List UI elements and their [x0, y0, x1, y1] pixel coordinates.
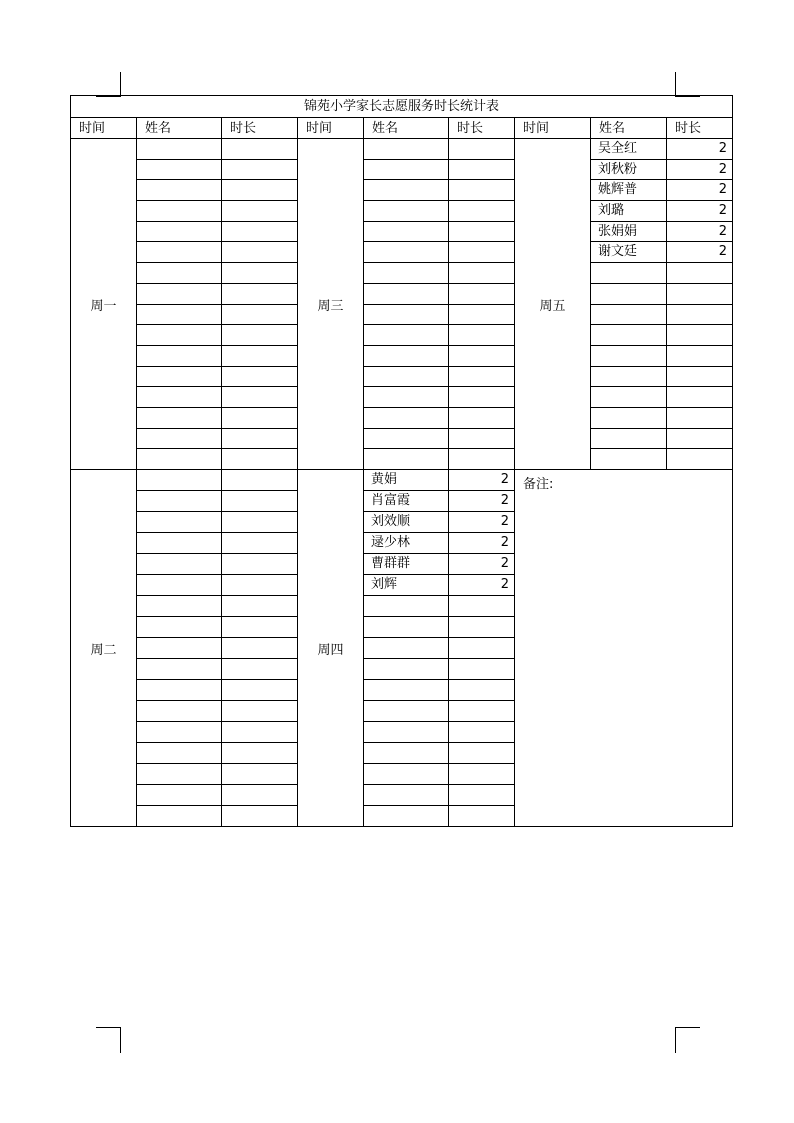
wednesday-hours-cell — [449, 180, 515, 201]
tuesday-hours-cell — [222, 575, 298, 596]
thursday-name-cell: 刘效顺 — [364, 512, 449, 533]
thursday-hours-cell — [449, 638, 515, 659]
monday-hours-cell — [222, 429, 298, 449]
wednesday-hours-cell — [449, 408, 515, 429]
thursday-hours-cell: 2 — [449, 575, 515, 596]
wednesday-name-cell — [364, 263, 449, 284]
thursday-hours-cell — [449, 680, 515, 701]
tuesday-name-cell — [137, 764, 222, 785]
tuesday-name-cell — [137, 470, 222, 491]
tuesday-name-cell — [137, 701, 222, 722]
day-tuesday: 周二 — [71, 470, 137, 827]
tuesday-name-cell — [137, 680, 222, 701]
tuesday-hours-cell — [222, 806, 298, 827]
wednesday-hours-cell — [449, 242, 515, 263]
friday-hours-cell: 2 — [667, 222, 732, 242]
monday-hours-cell — [222, 387, 298, 408]
monday-name-cell — [137, 429, 222, 449]
day-wednesday: 周三 — [298, 139, 364, 470]
tuesday-hours-cell — [222, 596, 298, 617]
header-time-1: 时间 — [71, 118, 137, 139]
thursday-hours-cell: 2 — [449, 554, 515, 575]
wednesday-hours-cell — [449, 284, 515, 305]
monday-hours-cell — [222, 242, 298, 263]
tuesday-name-cell — [137, 659, 222, 680]
tuesday-hours-cell — [222, 680, 298, 701]
monday-name-cell — [137, 139, 222, 160]
thursday-hours-cell — [449, 806, 515, 827]
tuesday-name-cell — [137, 806, 222, 827]
friday-name-cell — [591, 325, 667, 346]
friday-hours-cell — [667, 387, 732, 408]
monday-name-cell — [137, 201, 222, 222]
wednesday-hours-cell — [449, 387, 515, 408]
monday-name-cell — [137, 387, 222, 408]
tuesday-hours-cell — [222, 743, 298, 764]
wednesday-name-cell — [364, 449, 449, 470]
monday-hours-cell — [222, 449, 298, 470]
tuesday-name-cell — [137, 722, 222, 743]
header-name-1: 姓名 — [137, 118, 222, 139]
friday-name-cell — [591, 346, 667, 367]
day-thursday: 周四 — [298, 470, 364, 827]
friday-name-cell — [591, 367, 667, 387]
monday-hours-cell — [222, 284, 298, 305]
crop-mark-bottom-left — [96, 1027, 121, 1053]
thursday-hours-cell — [449, 785, 515, 806]
thursday-hours-cell — [449, 743, 515, 764]
friday-hours-cell — [667, 305, 732, 325]
friday-name-cell: 姚辉普 — [591, 180, 667, 201]
friday-name-cell: 谢文廷 — [591, 242, 667, 263]
friday-name-cell — [591, 449, 667, 470]
friday-hours-cell — [667, 325, 732, 346]
monday-hours-cell — [222, 408, 298, 429]
wednesday-name-cell — [364, 160, 449, 180]
friday-hours-cell — [667, 408, 732, 429]
wednesday-name-cell — [364, 305, 449, 325]
tuesday-name-cell — [137, 743, 222, 764]
header-hours-3: 时长 — [667, 118, 732, 139]
monday-name-cell — [137, 222, 222, 242]
monday-hours-cell — [222, 139, 298, 160]
tuesday-name-cell — [137, 533, 222, 554]
wednesday-name-cell — [364, 346, 449, 367]
thursday-hours-cell: 2 — [449, 470, 515, 491]
thursday-name-cell — [364, 722, 449, 743]
thursday-name-cell — [364, 764, 449, 785]
friday-hours-cell — [667, 449, 732, 470]
monday-name-cell — [137, 180, 222, 201]
wednesday-hours-cell — [449, 139, 515, 160]
tuesday-name-cell — [137, 491, 222, 512]
thursday-name-cell — [364, 659, 449, 680]
header-time-2: 时间 — [298, 118, 364, 139]
monday-hours-cell — [222, 180, 298, 201]
header-hours-2: 时长 — [449, 118, 515, 139]
friday-name-cell — [591, 284, 667, 305]
friday-hours-cell — [667, 429, 732, 449]
tuesday-hours-cell — [222, 785, 298, 806]
tuesday-hours-cell — [222, 491, 298, 512]
monday-name-cell — [137, 449, 222, 470]
wednesday-hours-cell — [449, 201, 515, 222]
friday-hours-cell — [667, 346, 732, 367]
wednesday-hours-cell — [449, 325, 515, 346]
friday-name-cell: 张娟娟 — [591, 222, 667, 242]
thursday-name-cell: 刘辉 — [364, 575, 449, 596]
remarks-area — [515, 470, 732, 827]
thursday-hours-cell: 2 — [449, 491, 515, 512]
monday-hours-cell — [222, 263, 298, 284]
wednesday-hours-cell — [449, 346, 515, 367]
thursday-name-cell — [364, 596, 449, 617]
wednesday-name-cell — [364, 325, 449, 346]
thursday-hours-cell — [449, 764, 515, 785]
thursday-name-cell: 黄娟 — [364, 470, 449, 491]
thursday-name-cell — [364, 680, 449, 701]
thursday-name-cell — [364, 638, 449, 659]
tuesday-name-cell — [137, 785, 222, 806]
friday-name-cell: 刘璐 — [591, 201, 667, 222]
crop-mark-bottom-right — [675, 1027, 700, 1053]
header-name-2: 姓名 — [364, 118, 449, 139]
friday-name-cell: 吴全红 — [591, 139, 667, 160]
thursday-hours-cell — [449, 722, 515, 743]
tuesday-hours-cell — [222, 722, 298, 743]
tuesday-name-cell — [137, 512, 222, 533]
tuesday-hours-cell — [222, 638, 298, 659]
monday-hours-cell — [222, 222, 298, 242]
wednesday-name-cell — [364, 222, 449, 242]
tuesday-hours-cell — [222, 659, 298, 680]
monday-name-cell — [137, 160, 222, 180]
tuesday-name-cell — [137, 617, 222, 638]
monday-hours-cell — [222, 367, 298, 387]
tuesday-name-cell — [137, 638, 222, 659]
thursday-name-cell — [364, 785, 449, 806]
friday-name-cell — [591, 387, 667, 408]
tuesday-hours-cell — [222, 617, 298, 638]
thursday-hours-cell — [449, 701, 515, 722]
wednesday-hours-cell — [449, 449, 515, 470]
friday-name-cell — [591, 408, 667, 429]
friday-hours-cell — [667, 263, 732, 284]
monday-hours-cell — [222, 346, 298, 367]
thursday-hours-cell — [449, 617, 515, 638]
wednesday-hours-cell — [449, 429, 515, 449]
wednesday-hours-cell — [449, 222, 515, 242]
tuesday-hours-cell — [222, 554, 298, 575]
thursday-name-cell: 曹群群 — [364, 554, 449, 575]
thursday-name-cell — [364, 743, 449, 764]
header-time-3: 时间 — [515, 118, 591, 139]
wednesday-name-cell — [364, 284, 449, 305]
monday-hours-cell — [222, 325, 298, 346]
tuesday-hours-cell — [222, 533, 298, 554]
monday-name-cell — [137, 305, 222, 325]
wednesday-hours-cell — [449, 367, 515, 387]
friday-hours-cell: 2 — [667, 160, 732, 180]
wednesday-name-cell — [364, 139, 449, 160]
tuesday-hours-cell — [222, 512, 298, 533]
thursday-hours-cell: 2 — [449, 533, 515, 554]
tuesday-hours-cell — [222, 764, 298, 785]
table-title: 锦苑小学家长志愿服务时长统计表 — [71, 96, 732, 118]
monday-hours-cell — [222, 201, 298, 222]
thursday-name-cell: 逯少林 — [364, 533, 449, 554]
friday-hours-cell — [667, 284, 732, 305]
tuesday-hours-cell — [222, 470, 298, 491]
thursday-name-cell — [364, 701, 449, 722]
day-monday: 周一 — [71, 139, 137, 470]
monday-name-cell — [137, 346, 222, 367]
thursday-hours-cell: 2 — [449, 512, 515, 533]
wednesday-name-cell — [364, 180, 449, 201]
volunteer-hours-table — [70, 95, 733, 827]
crop-mark-top-right — [675, 72, 700, 97]
wednesday-name-cell — [364, 242, 449, 263]
wednesday-name-cell — [364, 367, 449, 387]
monday-name-cell — [137, 367, 222, 387]
monday-hours-cell — [222, 305, 298, 325]
tuesday-name-cell — [137, 575, 222, 596]
friday-name-cell — [591, 429, 667, 449]
header-name-3: 姓名 — [591, 118, 667, 139]
friday-name-cell: 刘秋粉 — [591, 160, 667, 180]
monday-name-cell — [137, 263, 222, 284]
remarks-label: 备注: — [523, 477, 554, 492]
wednesday-name-cell — [364, 201, 449, 222]
wednesday-name-cell — [364, 429, 449, 449]
friday-hours-cell: 2 — [667, 242, 732, 263]
thursday-hours-cell — [449, 659, 515, 680]
thursday-name-cell — [364, 806, 449, 827]
friday-hours-cell: 2 — [667, 139, 732, 160]
wednesday-name-cell — [364, 408, 449, 429]
monday-name-cell — [137, 408, 222, 429]
friday-hours-cell — [667, 367, 732, 387]
tuesday-name-cell — [137, 596, 222, 617]
wednesday-name-cell — [364, 387, 449, 408]
monday-name-cell — [137, 325, 222, 346]
tuesday-name-cell — [137, 554, 222, 575]
friday-name-cell — [591, 305, 667, 325]
monday-hours-cell — [222, 160, 298, 180]
thursday-hours-cell — [449, 596, 515, 617]
thursday-name-cell — [364, 617, 449, 638]
day-friday: 周五 — [515, 139, 591, 470]
friday-hours-cell: 2 — [667, 180, 732, 201]
thursday-name-cell: 肖富霞 — [364, 491, 449, 512]
friday-hours-cell: 2 — [667, 201, 732, 222]
tuesday-hours-cell — [222, 701, 298, 722]
crop-mark-top-left — [96, 72, 121, 97]
monday-name-cell — [137, 284, 222, 305]
wednesday-hours-cell — [449, 263, 515, 284]
header-hours-1: 时长 — [222, 118, 298, 139]
monday-name-cell — [137, 242, 222, 263]
wednesday-hours-cell — [449, 305, 515, 325]
wednesday-hours-cell — [449, 160, 515, 180]
friday-name-cell — [591, 263, 667, 284]
